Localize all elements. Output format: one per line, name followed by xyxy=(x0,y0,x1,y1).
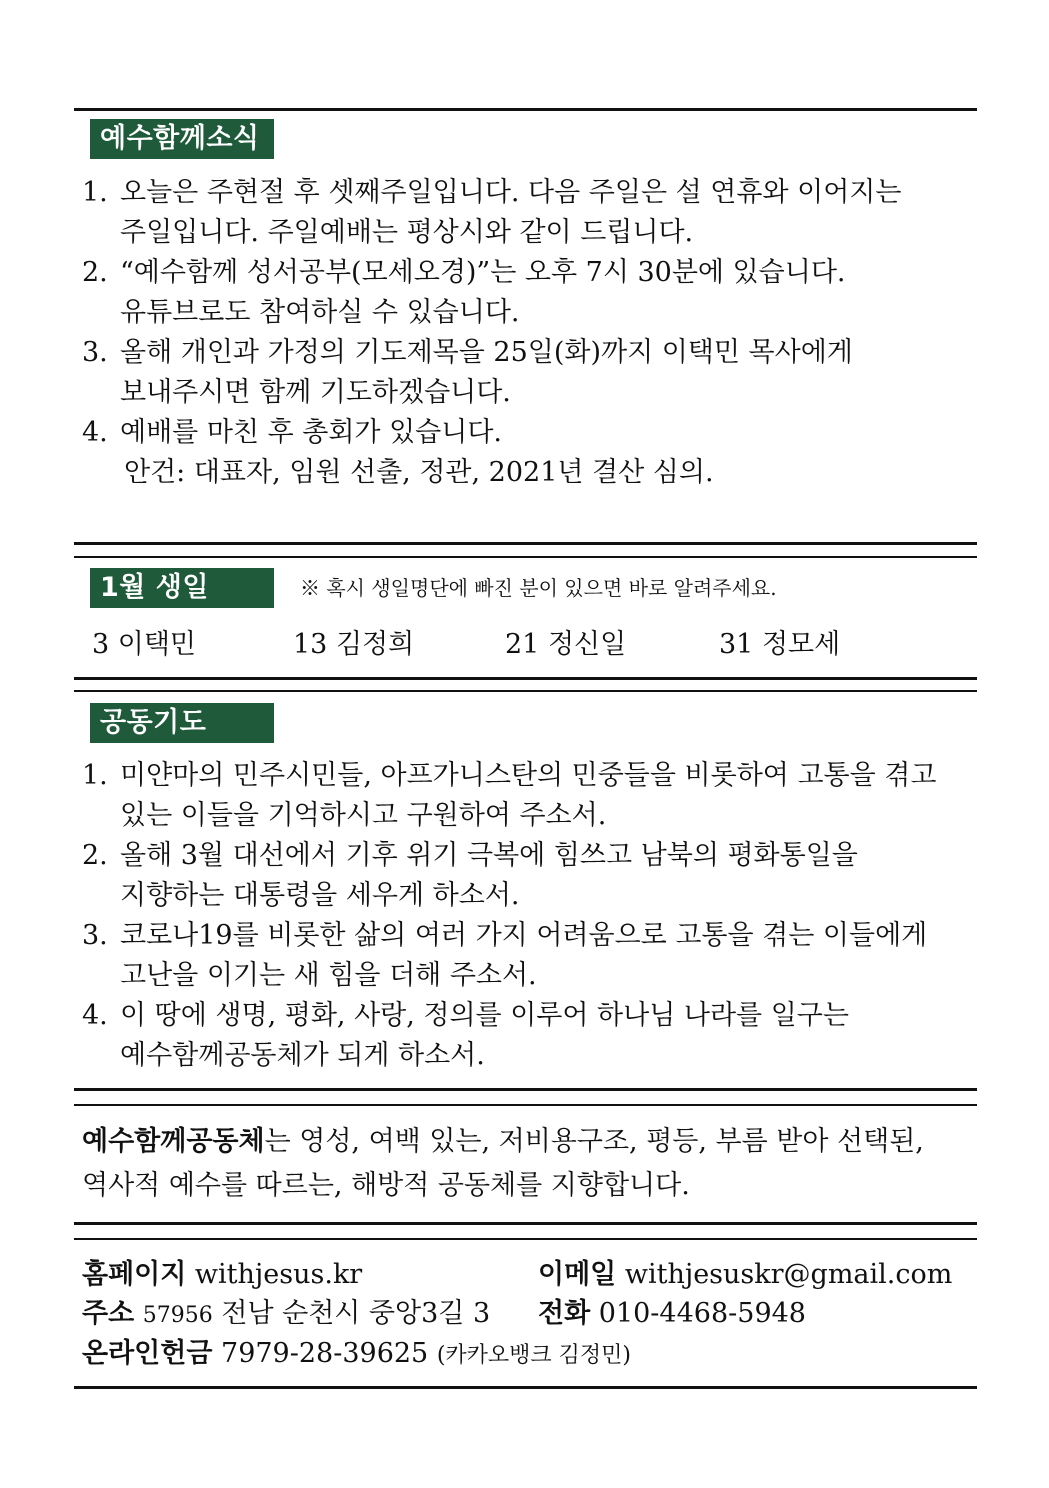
phone-label: 전화 xyxy=(538,1298,591,1329)
vision-rule-bottom xyxy=(74,1222,977,1225)
birthday-entry-2: 13 김정희 xyxy=(293,629,415,660)
news-item-2-line-1: “예수함께 성서공부(모세오경)”는 오후 7시 30분에 있습니다. xyxy=(120,257,846,288)
homepage-link[interactable]: withjesus.kr xyxy=(194,1259,363,1290)
news-item-2-line-2: 유튜브로도 참여하실 수 있습니다. xyxy=(120,297,520,328)
prayer-header: 공동기도 xyxy=(90,703,274,743)
prayer-item-1-line-1: 미얀마의 민주시민들, 아프가니스탄의 민중들을 비롯하여 고통을 겪고 xyxy=(120,760,937,791)
birthday-header: 1월 생일 xyxy=(90,568,274,608)
birthday-rule-bottom xyxy=(74,677,977,680)
offering-row xyxy=(82,1336,631,1374)
news-item-4-num: 4. xyxy=(82,417,108,448)
prayer-item-4-line-2: 예수함께공동체가 되게 하소서. xyxy=(120,1040,485,1071)
news-item-4-line-2: 안건: 대표자, 임원 선출, 정관, 2021년 결산 심의. xyxy=(124,457,714,488)
email-row xyxy=(538,1257,952,1293)
prayer-item-3-line-1: 코로나19를 비롯한 삶의 여러 가지 어려움으로 고통을 겪는 이들에게 xyxy=(120,920,928,951)
news-item-3-num: 3. xyxy=(82,337,108,368)
prayer-item-4-line-1: 이 땅에 생명, 평화, 사랑, 정의를 이루어 하나님 나라를 일구는 xyxy=(120,1000,849,1031)
birthday-rule-top-2 xyxy=(74,556,977,558)
community-name: 예수함께공동체 xyxy=(82,1126,265,1157)
prayer-item-3-line-2: 고난을 이기는 새 힘을 더해 주소서. xyxy=(120,960,537,991)
news-item-3-line-1: 올해 개인과 가정의 기도제목을 25일(화)까지 이택민 목사에게 xyxy=(120,337,853,368)
address-text: 전남 순천시 중앙3길 3 xyxy=(221,1298,491,1329)
prayer-item-1-num: 1. xyxy=(82,760,108,791)
prayer-rule-bottom xyxy=(74,1088,977,1091)
news-item-1-line-1: 오늘은 주현절 후 셋째주일입니다. 다음 주일은 설 연휴와 이어지는 xyxy=(120,177,902,208)
prayer-item-1-line-2: 있는 이들을 기억하시고 구원하여 주소서. xyxy=(120,800,607,831)
prayer-item-3-num: 3. xyxy=(82,920,108,951)
vision-line-2: 역사적 예수를 따르는, 해방적 공동체를 지향합니다. xyxy=(82,1170,690,1201)
prayer-item-2-line-2: 지향하는 대통령을 세우게 하소서. xyxy=(120,880,520,911)
prayer-item-2-num: 2. xyxy=(82,840,108,871)
news-header: 예수함께소식 xyxy=(90,119,274,159)
contact-rule-top xyxy=(74,1238,977,1240)
bottom-rule xyxy=(74,1386,977,1389)
homepage-label: 홈페이지 xyxy=(82,1259,187,1290)
email-label: 이메일 xyxy=(538,1259,617,1290)
vision-rule-top xyxy=(74,1104,977,1106)
vision-line-1-text: 는 영성, 여백 있는, 저비용구조, 평등, 부름 받아 선택된, xyxy=(264,1126,924,1157)
birthday-entry-3: 21 정신일 xyxy=(505,629,627,660)
prayer-item-4-num: 4. xyxy=(82,1000,108,1031)
offering-label: 온라인헌금 xyxy=(82,1338,213,1369)
news-item-4-line-1: 예배를 마친 후 총회가 있습니다. xyxy=(120,417,502,448)
birthday-entry-4: 31 정모세 xyxy=(719,629,841,660)
address-label: 주소 xyxy=(82,1298,135,1329)
news-item-1-line-2: 주일입니다. 주일예배는 평상시와 같이 드립니다. xyxy=(120,217,694,248)
phone-row xyxy=(538,1296,806,1332)
phone-number: 010-4468-5948 xyxy=(598,1298,806,1329)
news-item-2-num: 2. xyxy=(82,257,108,288)
news-item-1-num: 1. xyxy=(82,177,108,208)
prayer-rule-top xyxy=(74,690,977,692)
email-link[interactable]: withjesuskr@gmail.com xyxy=(624,1259,953,1290)
birthday-entry-1: 3 이택민 xyxy=(92,629,197,660)
news-item-3-line-2: 보내주시면 함께 기도하겠습니다. xyxy=(120,377,511,408)
account-number: 7979-28-39625 xyxy=(221,1338,429,1369)
homepage-row xyxy=(82,1257,362,1293)
birthday-note: ※ 혹시 생일명단에 빠진 분이 있으면 바로 알려주세요. xyxy=(300,576,777,600)
prayer-item-2-line-1: 올해 3월 대선에서 기후 위기 극복에 힘쓰고 남북의 평화통일을 xyxy=(120,840,858,871)
postcode: 57956 xyxy=(142,1303,213,1328)
top-rule xyxy=(74,108,977,111)
vision-line-1 xyxy=(82,1124,924,1160)
address-row xyxy=(82,1296,490,1334)
birthday-rule-top-1 xyxy=(74,542,977,545)
bank-info: (카카오뱅크 김정민) xyxy=(436,1343,632,1368)
